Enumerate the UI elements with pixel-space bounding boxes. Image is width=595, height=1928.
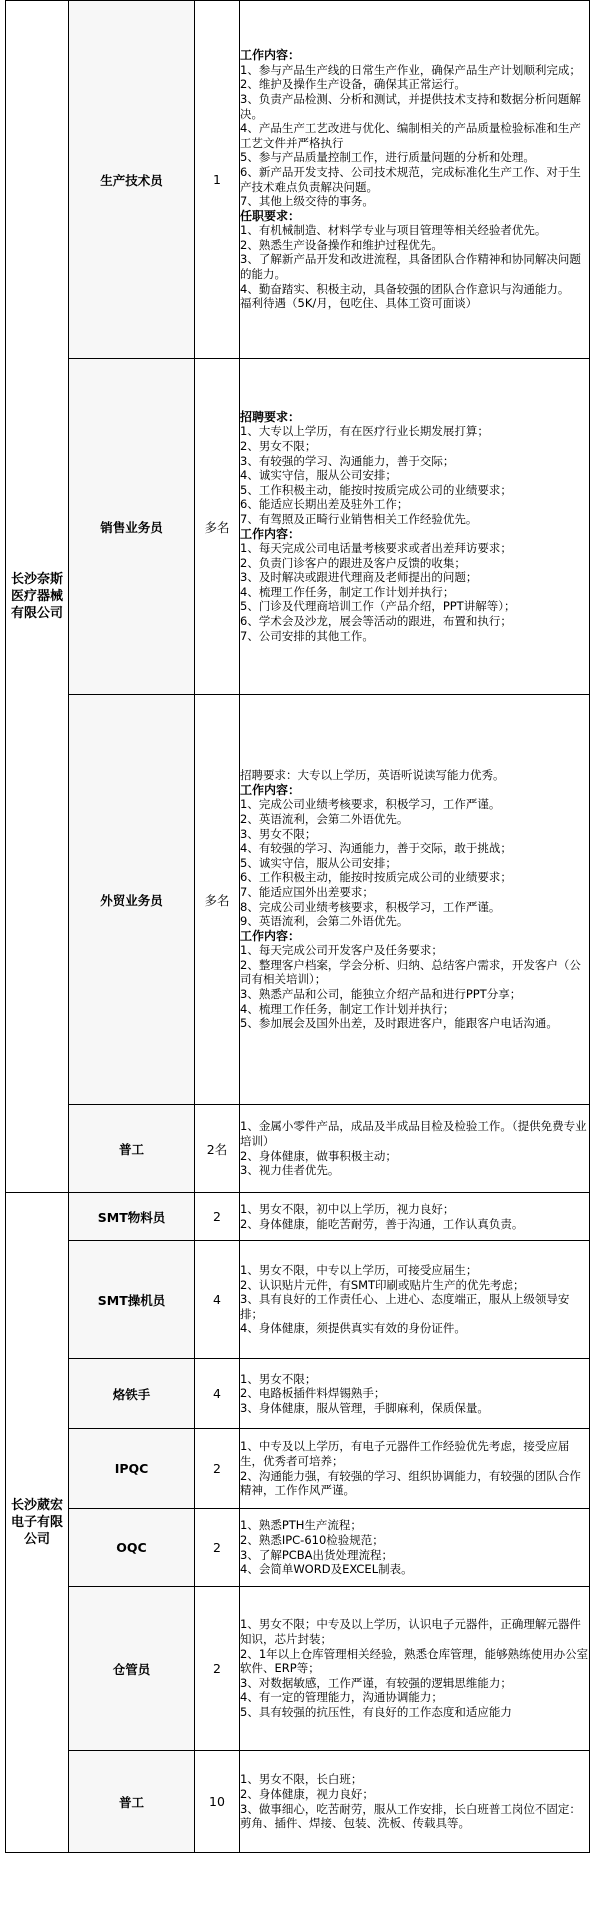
- description-heading: 任职要求：: [240, 208, 301, 223]
- position-title: 普工: [69, 1105, 195, 1193]
- headcount: 多名: [195, 695, 240, 1105]
- job-listings-body: [6, 1, 590, 1853]
- headcount: 2名: [195, 1105, 240, 1193]
- description-line: 2、认识贴片元件，有SMT印刷或贴片生产的优先考虑；: [240, 1277, 525, 1292]
- description-line: 5、参与产品质量控制工作，进行质量问题的分析和处理。: [240, 150, 535, 165]
- description-line: 1、大专以上学历，有在医疗行业长期发展打算；: [240, 424, 489, 439]
- job-description: [240, 1241, 590, 1359]
- description-line: 7、其他上级交待的事务。: [240, 194, 374, 209]
- position-title: SMT物料员: [69, 1193, 195, 1241]
- description-line: 1、熟悉PTH生产流程；: [240, 1518, 362, 1533]
- job-row: [6, 1429, 590, 1509]
- job-description: [240, 1751, 590, 1853]
- description-line: 4、梳理工作任务，制定工作计划并执行；: [240, 1001, 455, 1016]
- headcount: 4: [195, 1241, 240, 1359]
- description-line: 1、男女不限，长白班；: [240, 1772, 363, 1787]
- job-listings-table: [5, 0, 590, 1853]
- job-description: [240, 1587, 590, 1751]
- description-line: 4、身体健康，须提供真实有效的身份证件。: [240, 1321, 466, 1336]
- job-description: [240, 1359, 590, 1429]
- description-line: 1、中专及以上学历，有电子元器件工作经验优先考虑，接受应届生，优秀者可培养；: [240, 1439, 570, 1468]
- description-line: 2、整理客户档案，学会分析、归纳、总结客户需求，开发客户（公司有相关培训）；: [240, 957, 581, 987]
- description-line: 3、具有良好的工作责任心、上进心、态度端正，服从上级领导安排；: [240, 1292, 570, 1321]
- company-name: 长沙葳宏电子有限公司: [6, 1193, 69, 1853]
- description-line: 3、对数据敏感，工作严谨，有较强的逻辑思维能力；: [240, 1675, 512, 1690]
- headcount: 多名: [195, 359, 240, 695]
- job-description: [240, 1509, 590, 1587]
- position-title: 仓管员: [69, 1587, 195, 1751]
- description-line: 2、熟悉IPC-610检验规范；: [240, 1532, 384, 1547]
- description-line: 4、勤奋踏实、积极主动，具备较强的团队合作意识与沟通能力。: [240, 281, 570, 296]
- position-title: OQC: [69, 1509, 195, 1587]
- description-line: 7、公司安排的其他工作。: [240, 628, 374, 643]
- company-name: 长沙奈斯医疗器械有限公司: [6, 1, 69, 1193]
- description-line: 1、每天完成公司开发客户及任务要求；: [240, 943, 443, 958]
- description-line: 1、男女不限；中专及以上学历，认识电子元器件，正确理解元器件知识，芯片封装；: [240, 1617, 581, 1647]
- job-description: [240, 1, 590, 359]
- description-line: 3、有较强的学习、沟通能力，善于交际；: [240, 453, 455, 468]
- job-row: [6, 1105, 590, 1193]
- job-row: [6, 359, 590, 695]
- position-title: 普工: [69, 1751, 195, 1853]
- description-line: 1、每天完成公司电话量考核要求或者出差拜访要求；: [240, 541, 512, 556]
- description-line: 3、身体健康，服从管理，手脚麻利，保质保量。: [240, 1400, 489, 1415]
- description-line: 7、有驾照及正畸行业销售相关工作经验优先。: [240, 511, 478, 526]
- position-title: 销售业务员: [69, 359, 195, 695]
- description-line: 2、沟通能力强，有较强的学习、组织协调能力，有较强的团队合作精神，工作作风严谨。: [240, 1468, 581, 1498]
- headcount: 10: [195, 1751, 240, 1853]
- description-line: 2、身体健康，能吃苦耐劳，善于沟通，工作认真负责。: [240, 1216, 524, 1231]
- description-line: 4、梳理工作任务，制定工作计划并执行；: [240, 584, 455, 599]
- description-line: 6、能适应长期出差及驻外工作；: [240, 497, 409, 512]
- description-line: 2、身体健康，做事积极主动；: [240, 1148, 397, 1163]
- description-line: 3、了解PCBA出货处理流程；: [240, 1547, 394, 1562]
- description-line: 4、产品生产工艺改进与优化、编制相关的产品质量检验标准和生产工艺文件并严格执行: [240, 121, 581, 150]
- description-line: 1、男女不限，初中以上学历，视力良好；: [240, 1201, 455, 1216]
- position-title: 外贸业务员: [69, 695, 195, 1105]
- job-row: [6, 1509, 590, 1587]
- description-line: 2、负责门诊客户的跟进及客户反馈的收集；: [240, 555, 466, 570]
- description-heading: 工作内容：: [240, 526, 301, 541]
- job-row: [6, 1587, 590, 1751]
- description-line: 1、有机械制造、材料学专业与项目管理等相关经验者优先。: [240, 223, 547, 238]
- description-line: 2、英语流利，会第二外语优先。: [240, 811, 409, 826]
- description-line: 2、熟悉生产设备操作和维护过程优先。: [240, 237, 443, 252]
- description-line: 3、男女不限；: [240, 826, 317, 841]
- description-line: 2、电路板插件料焊锡熟手；: [240, 1386, 386, 1401]
- description-line: 3、熟悉产品和公司，能独立介绍产品和进行PPT分享；: [240, 987, 522, 1002]
- description-line: 1、男女不限；: [240, 1371, 317, 1386]
- headcount: 4: [195, 1359, 240, 1429]
- job-row: [6, 1193, 590, 1241]
- description-heading: 招聘要求：: [240, 409, 301, 424]
- headcount: 2: [195, 1429, 240, 1509]
- job-row: [6, 1241, 590, 1359]
- description-line: 5、参加展会及国外出差，及时跟进客户，能跟客户电话沟通。: [240, 1016, 558, 1031]
- description-line: 6、工作积极主动，能按时按质完成公司的业绩要求；: [240, 870, 512, 885]
- headcount: 1: [195, 1, 240, 359]
- description-heading: 工作内容：: [240, 48, 301, 63]
- position-title: SMT操机员: [69, 1241, 195, 1359]
- job-description: [240, 695, 590, 1105]
- description-line: 2、1年以上仓库管理相关经验，熟悉仓库管理，能够熟练使用办公室软件、ERP等；: [240, 1646, 589, 1676]
- job-description: [240, 1105, 590, 1193]
- description-line: 1、金属小零件产品，成品及半成品目检及检验工作。（提供免费专业培训）: [240, 1119, 587, 1148]
- description-line: 3、了解新产品开发和改进流程，具备团队合作精神和协同解决问题的能力。: [240, 252, 581, 282]
- description-line: 2、男女不限；: [240, 438, 317, 453]
- description-line: 6、学术会及沙龙，展会等活动的跟进，布置和执行；: [240, 614, 512, 629]
- job-row: [6, 1, 590, 359]
- headcount: 2: [195, 1587, 240, 1751]
- description-line: 2、维护及操作生产设备，确保其正常运行。: [240, 77, 466, 92]
- description-line: 5、诚实守信，服从公司安排；: [240, 855, 397, 870]
- description-line: 7、能适应国外出差要求；: [240, 884, 374, 899]
- description-line: 8、完成公司业绩考核要求，积极学习，工作严谨。: [240, 899, 501, 914]
- position-title: 烙铁手: [69, 1359, 195, 1429]
- description-line: 5、工作积极主动，能按时按质完成公司的业绩要求；: [240, 482, 512, 497]
- headcount: 2: [195, 1509, 240, 1587]
- description-line: 1、完成公司业绩考核要求，积极学习，工作严谨。: [240, 797, 501, 812]
- headcount: 2: [195, 1193, 240, 1241]
- description-line: 招聘要求：大专以上学历，英语听说读写能力优秀。: [240, 768, 505, 783]
- description-heading: 工作内容：: [240, 782, 301, 797]
- description-line: 4、有一定的管理能力，沟通协调能力；: [240, 1690, 443, 1705]
- description-line: 3、及时解决或跟进代理商及老师提出的问题；: [240, 570, 478, 585]
- description-line: 5、具有较强的抗压性，有良好的工作态度和适应能力: [240, 1704, 512, 1719]
- description-line: 1、参与产品生产线的日常生产作业，确保产品生产计划顺利完成；: [240, 62, 581, 77]
- position-title: IPQC: [69, 1429, 195, 1509]
- description-line: 2、身体健康，视力良好；: [240, 1786, 374, 1801]
- description-line: 4、诚实守信，服从公司安排；: [240, 468, 397, 483]
- description-line: 3、做事细心，吃苦耐劳，服从工作安排，长白班普工岗位不固定：剪角、插件、焊接、包装、洗板、传载具等。: [240, 1801, 581, 1831]
- job-row: [6, 1751, 590, 1853]
- description-line: 6、新产品开发支持、公司技术规范，完成标准化生产工作、对于生产技术难点负责解决问题。: [240, 164, 581, 194]
- description-heading: 工作内容：: [240, 928, 301, 943]
- description-line: 3、视力佳者优先。: [240, 1163, 340, 1178]
- job-row: [6, 1359, 590, 1429]
- description-line: 福利待遇（5K/月，包吃住、具体工资可面谈）: [240, 296, 478, 311]
- description-line: 4、有较强的学习、沟通能力，善于交际，敢于挑战；: [240, 841, 512, 856]
- description-line: 5、门诊及代理商培训工作（产品介绍，PPT讲解等）；: [240, 599, 516, 614]
- job-description: [240, 1193, 590, 1241]
- job-description: [240, 359, 590, 695]
- description-line: 4、会简单WORD及EXCEL制表。: [240, 1562, 413, 1577]
- position-title: 生产技术员: [69, 1, 195, 359]
- job-row: [6, 695, 590, 1105]
- description-line: 1、男女不限，中专以上学历，可接受应届生；: [240, 1263, 478, 1278]
- job-description: [240, 1429, 590, 1509]
- description-line: 9、英语流利，会第二外语优先。: [240, 914, 409, 929]
- description-line: 3、负责产品检测、分析和测试，并提供技术支持和数据分析问题解决。: [240, 91, 581, 121]
